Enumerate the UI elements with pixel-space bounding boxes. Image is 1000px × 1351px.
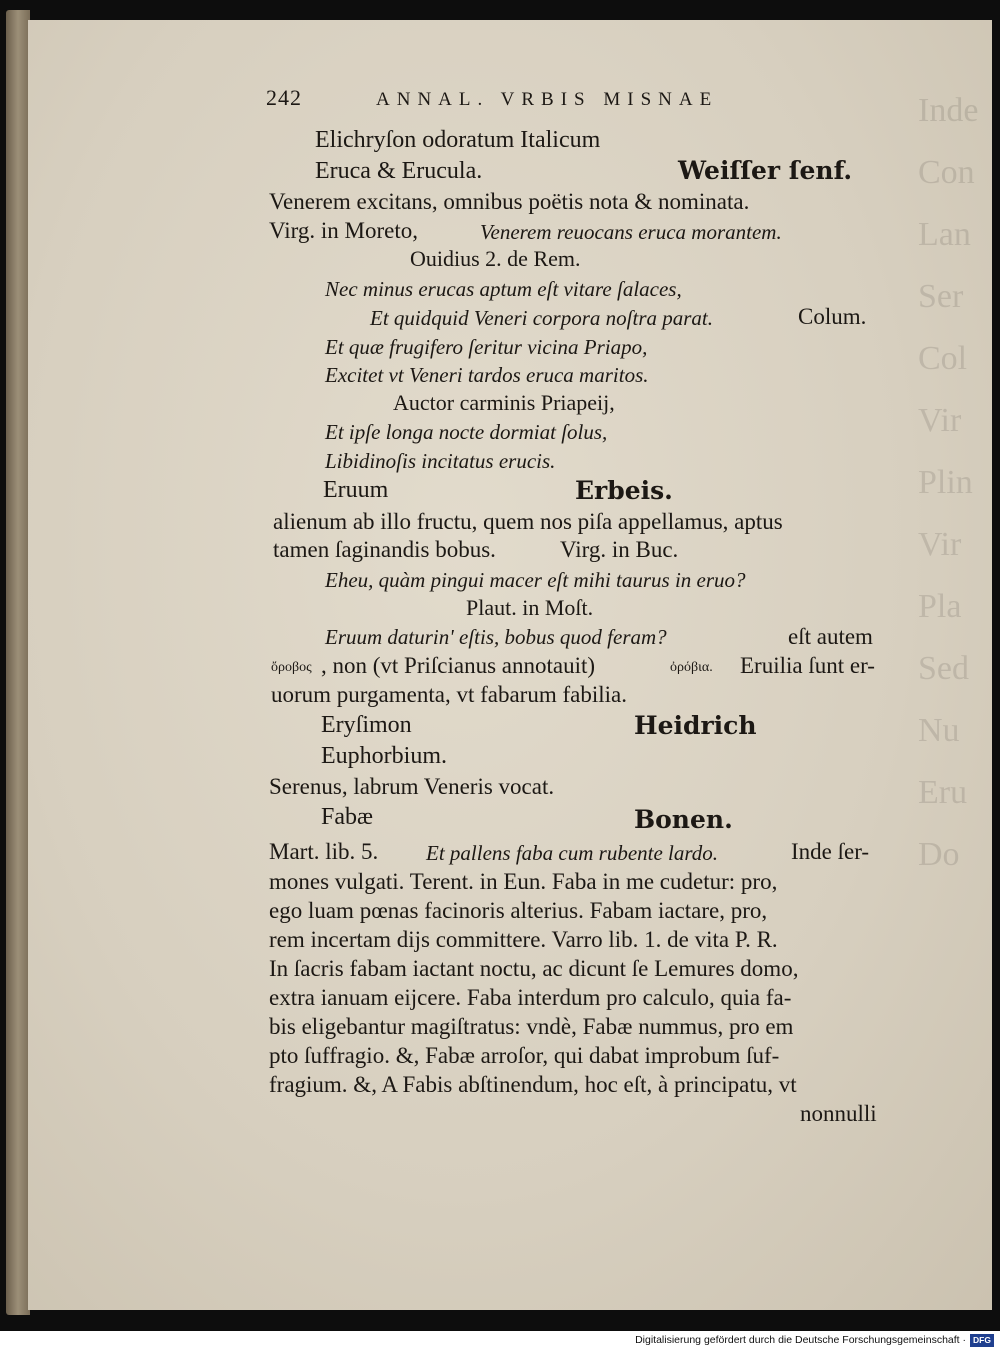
verse-line: Libidinoſis incitatus erucis. <box>325 449 556 473</box>
text-line: Inde ſer- <box>791 839 870 864</box>
german-gloss: Erbeis. <box>575 476 673 505</box>
text-line: Elichryſon odoratum Italicum <box>315 127 601 153</box>
text-line: mones vulgati. Terent. in Eun. Faba in me cudetur: pro, <box>269 869 778 894</box>
verse-line: Excitet vt Veneri tardos eruca maritos. <box>325 363 649 387</box>
text-line: uorum purgamenta, vt fabarum fabilia. <box>271 682 627 707</box>
show-through-text: Inde Con Lan Ser Col Vir Plin Vir Pla Sed Nu Eru Do <box>918 92 979 873</box>
dfg-logo: DFG <box>970 1334 994 1347</box>
text-line: Fabæ <box>321 804 374 830</box>
footer-bar <box>0 1331 1000 1351</box>
verse-line: Et quæ frugifero ſeritur vicina Priapo, <box>325 335 648 359</box>
text-line: Eruum <box>323 477 389 503</box>
text-line: Ouidius 2. de Rem. <box>410 246 581 271</box>
text-line: Auctor carminis Priapeij, <box>393 390 615 415</box>
text-line: Virg. in Buc. <box>560 537 679 562</box>
text-line: bis eligebantur magiſtratus: vndè, Fabæ nummus, pro em <box>269 1014 794 1039</box>
text-line: Eruilia ſunt er- <box>740 653 875 678</box>
book-page <box>28 20 992 1310</box>
text-line: fragium. &, A Fabis abſtinendum, hoc eſt, à principatu, vt <box>269 1072 797 1097</box>
text-line: Mart. lib. 5. <box>269 839 379 864</box>
text-line: Virg. in Moreto, <box>269 218 418 243</box>
verse-line: Et pallens faba cum rubente lardo. <box>426 841 719 865</box>
greek-word: ὀρόβια. <box>670 660 713 675</box>
text-line: Colum. <box>798 304 867 329</box>
text-line: rem incertam dijs committere. Varro lib. 1. de vita P. R. <box>269 927 778 952</box>
page-number: 242 <box>266 85 302 110</box>
verse-line: Eheu, quàm pingui macer eſt mihi taurus in eruo? <box>325 568 746 592</box>
text-line: Euphorbium. <box>321 743 447 769</box>
verse-line: Nec minus erucas aptum eſt vitare ſalaces, <box>325 277 682 301</box>
text-line: Venerem excitans, omnibus poëtis nota & nominata. <box>269 189 750 214</box>
text-line: , non (vt Priſcianus annotauit) <box>321 653 596 678</box>
text-line: pto ſuffragio. &, Fabæ arroſor, qui dabat improbum ſuf- <box>269 1043 780 1068</box>
text-line: ego luam pœnas facinoris alterius. Fabam iactare, pro, <box>269 898 768 923</box>
text-line: In ſacris fabam iactant noctu, ac dicunt ſe Lemures domo, <box>269 956 799 981</box>
text-line: tamen ſaginandis bobus. <box>273 537 496 562</box>
text-line: alienum ab illo fructu, quem nos piſa appellamus, aptus <box>273 509 783 534</box>
verse-line: Venerem reuocans eruca morantem. <box>480 220 782 244</box>
text-line: Plaut. in Moſt. <box>466 595 594 620</box>
german-gloss: Bonen. <box>634 805 733 834</box>
german-gloss: Heidrich <box>634 711 757 740</box>
text-line: Eruca & Erucula. <box>315 158 483 184</box>
german-gloss: Weiſſer ſenf. <box>678 156 853 185</box>
verse-line: Et quidquid Veneri corpora noſtra parat. <box>370 306 713 330</box>
text-line: Eryſimon <box>321 712 412 738</box>
text-line: extra ianuam eijcere. Faba interdum pro calculo, quia fa- <box>269 985 792 1010</box>
funding-credit: Digitalisierung gefördert durch die Deutsche Forschungsgemeinschaft · <box>635 1334 966 1346</box>
greek-word: ὄροβος <box>271 660 312 675</box>
verse-line: Eruum daturin' eſtis, bobus quod feram? <box>325 625 667 649</box>
running-title: ANNAL. VRBIS MISNAE <box>376 89 719 110</box>
book-page-edges <box>6 10 30 1315</box>
text-line: Serenus, labrum Veneris vocat. <box>269 774 555 799</box>
catchword: nonnulli <box>800 1101 877 1126</box>
verse-line: Et ipſe longa nocte dormiat ſolus, <box>325 420 608 444</box>
text-line: eſt autem <box>788 624 873 649</box>
